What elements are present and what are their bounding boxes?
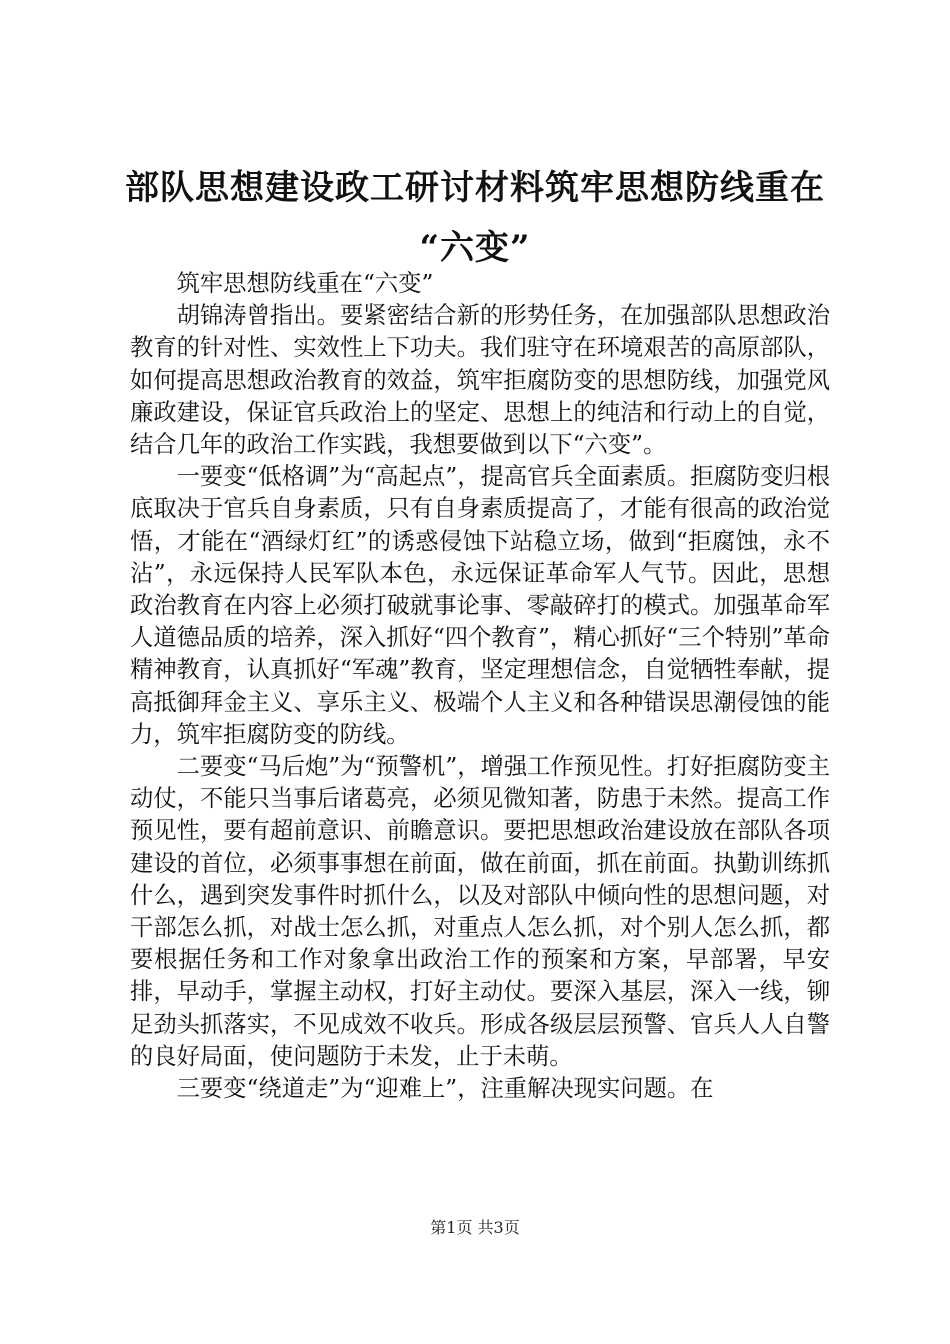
paragraph-point-2: 二要变“马后炮”为“预警机”，增强工作预见性。打好拒腐防变主动仗，不能只当事后诸葛亮，必须见微知著，防患于未然。提高工作预见性，要有超前意识、前瞻意识。要把思想政治建设放在部队各项建设的首位，必须事事想在前面，做在前面，抓在前面。执勤训练抓什么，遇到突发事件时抓什么，以及对部队中倾向性的思想问题，对干部怎么抓，对战士怎么抓，对重点人怎么抓，对个别人怎么抓，都要根据任务和工作对象拿出政治工作的预案和方案，早部署，早安排，早动手，掌握主动权，打好主动仗。要深入基层，深入一线，铆足劲头抓落实，不见成效不收兵。形成各级层层预警、官兵人人自警的良好局面，使问题防于未发，止于未萌。 <box>130 753 830 1070</box>
document-body <box>130 268 830 1105</box>
document-title <box>110 158 840 278</box>
title-line-1: 部队思想建设政工研讨材料筑牢思想防线重在 <box>125 168 825 208</box>
subtitle-paragraph: 筑牢思想防线重在“六变” <box>176 270 434 297</box>
paragraph-intro: 胡锦涛曾指出。要紧密结合新的形势任务，在加强部队思想政治教育的针对性、实效性上下功夫。我们驻守在环境艰苦的高原部队，如何提高思想政治教育的效益，筑牢拒腐防变的思想防线，加强党风廉政建设，保证官兵政治上的坚定、思想上的纯洁和行动上的自觉，结合几年的政治工作实践，我想要做到以下“六变”。 <box>130 302 830 459</box>
page-number-footer: 第1页 共3页 <box>430 1218 520 1237</box>
paragraph-point-1: 一要变“低格调”为“高起点”，提高官兵全面素质。拒腐防变归根底取决于官兵自身素质，只有自身素质提高了，才能有很高的政治觉悟，才能在“酒绿灯红”的诱惑侵蚀下站稳立场，做到“拒腐蚀，永不沾”，永远保持人民军队本色，永远保证革命军人气节。因此，思想政治教育在内容上必须打破就事论事、零敲碎打的模式。加强革命军人道德品质的培养，深入抓好“四个教育”，精心抓好“三个特别”革命精神教育，认真抓好“军魂”教育，坚定理想信念，自觉牺牲奉献，提高抵御拜金主义、享乐主义、极端个人主义和各种错误思潮侵蚀的能力，筑牢拒腐防变的防线。 <box>130 463 830 748</box>
paragraph-point-3: 三要变“绕道走”为“迎难上”，注重解决现实问题。在 <box>176 1075 714 1103</box>
title-line-2: “六变” <box>419 228 531 268</box>
